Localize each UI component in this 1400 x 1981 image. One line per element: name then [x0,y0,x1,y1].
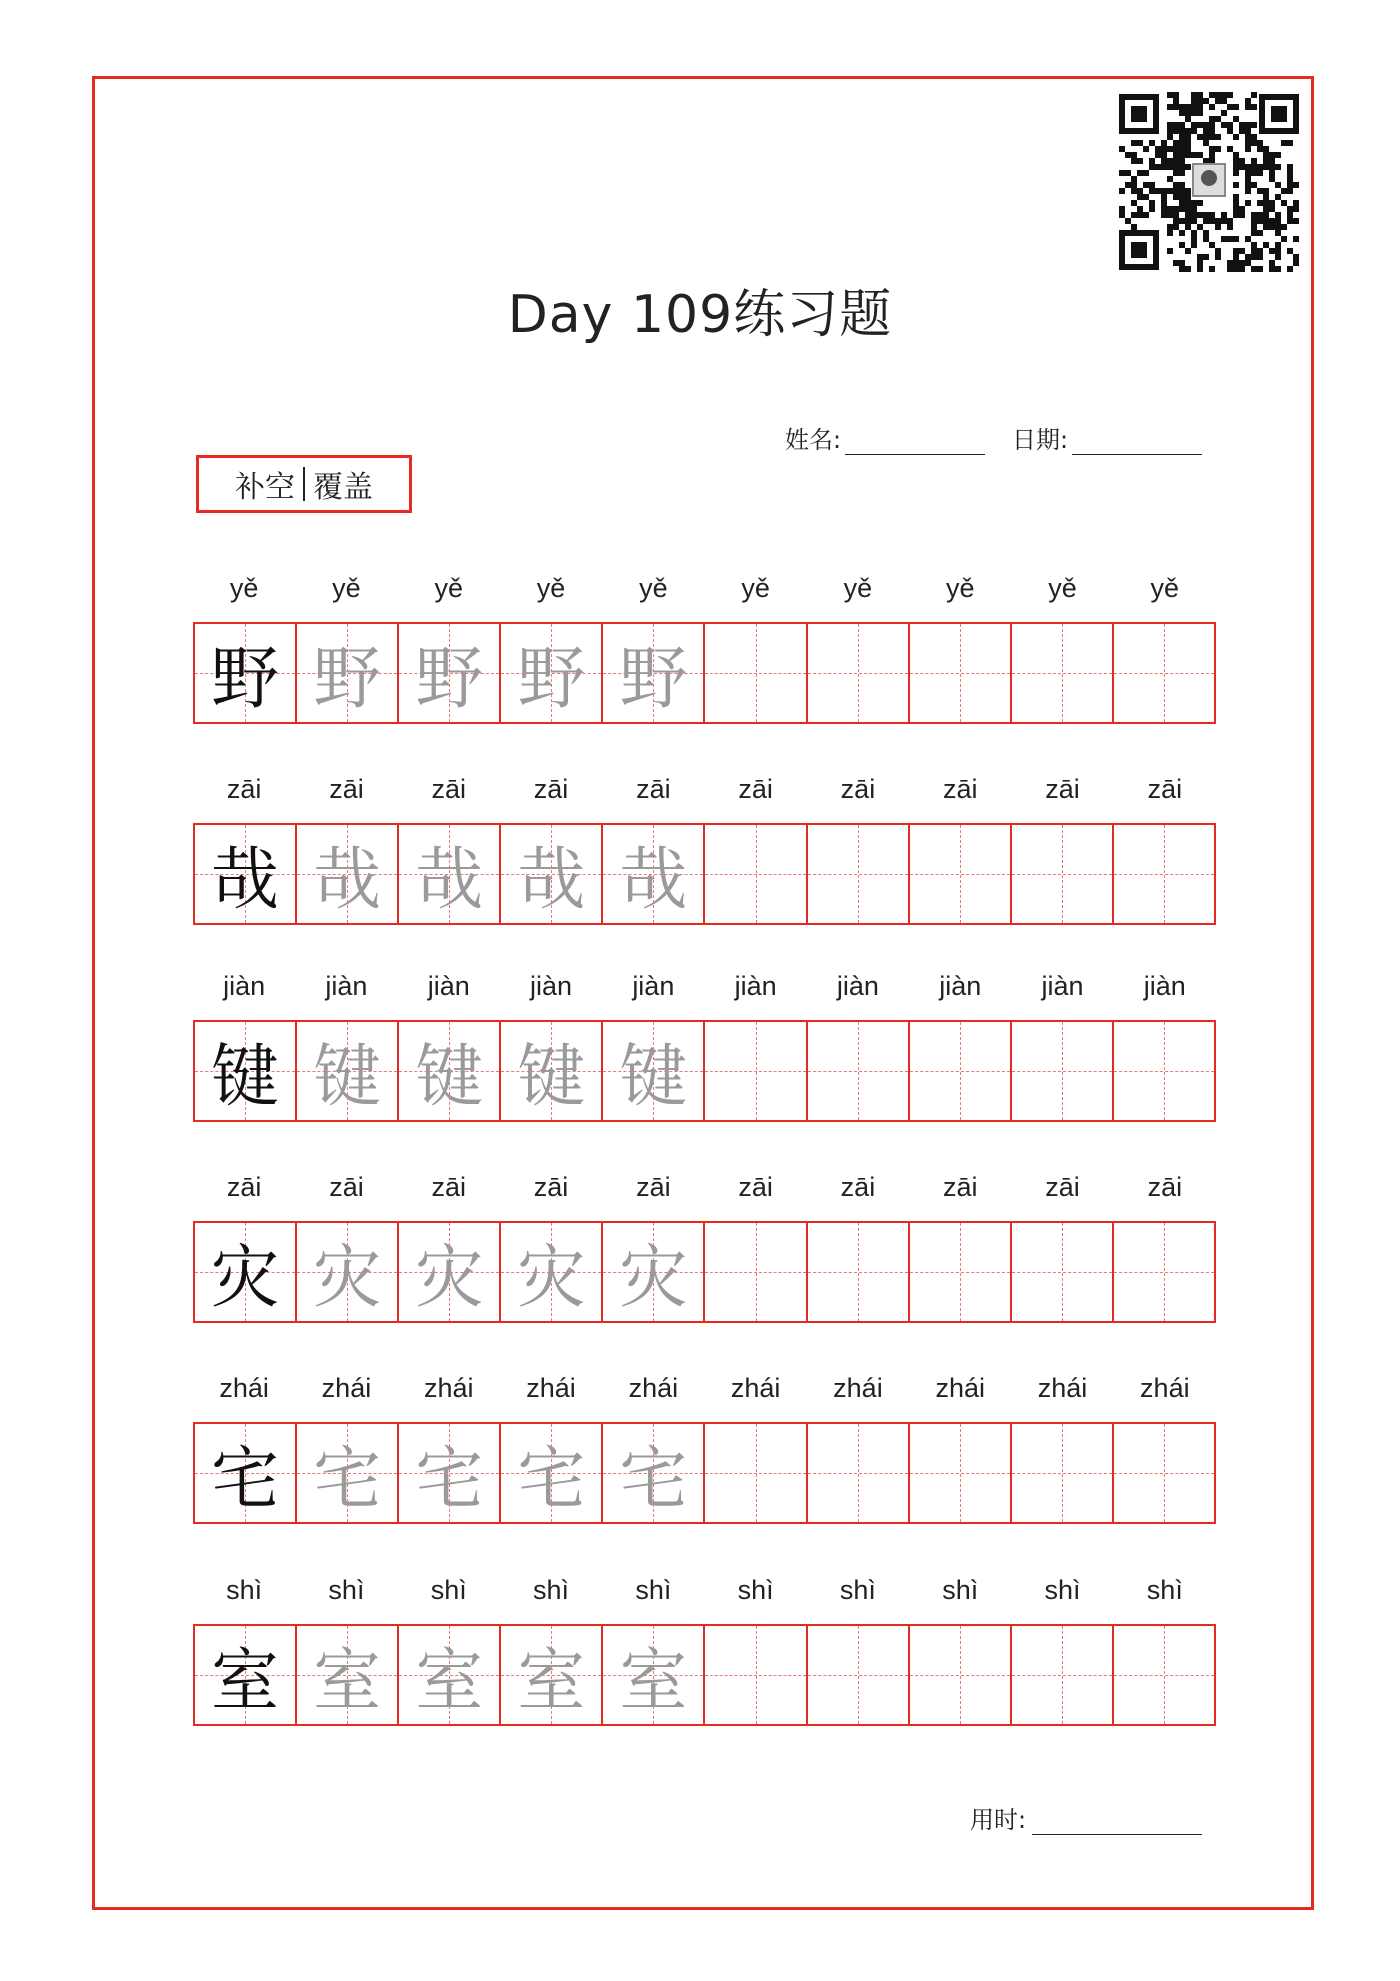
date-label: 日期: [1012,426,1069,454]
pinyin-label: yě [434,573,463,603]
pinyin-label: zāi [431,1172,466,1202]
trace-character: 哉 [415,840,484,920]
qr-code-icon [1117,92,1301,272]
tianzige-grid [193,1020,1216,1122]
tianzige-grid [193,1221,1216,1323]
grid-cell-empty[interactable] [1012,624,1114,722]
pinyin-label: shì [1044,1575,1081,1605]
grid-cell-empty[interactable] [910,1223,1012,1321]
pinyin-label: yě [945,573,975,603]
mode-label-box [196,455,412,513]
pinyin-label: jiàn [427,971,470,1001]
time-field[interactable] [970,1800,1202,1835]
grid-cell-empty[interactable] [705,624,807,722]
pinyin-label: zāi [431,774,466,804]
grid-cell-empty[interactable] [705,1223,807,1321]
pinyin-label: zāi [329,1172,364,1202]
pinyin-label: zāi [1147,774,1183,804]
trace-character: 灾 [619,1238,688,1318]
page-title: Day 109练习题 [507,285,893,345]
pinyin-label: yě [1150,573,1180,603]
grid-cell-empty[interactable] [1012,1022,1114,1120]
pinyin-label: zāi [636,1172,671,1202]
pinyin-label: jiàn [939,971,982,1001]
time-label: 用时: [970,1806,1027,1834]
grid-cell-filled [399,1424,501,1522]
grid-cell-filled [399,1223,501,1321]
pinyin-row [193,1373,1216,1407]
grid-cell-empty[interactable] [1114,1223,1214,1321]
pinyin-label: jiàn [836,971,879,1001]
mode-fill-label: 补空 [235,470,295,505]
grid-cell-filled [195,1424,297,1522]
pinyin-label: zhái [833,1373,883,1403]
grid-cell-filled [501,825,603,923]
trace-character: 键 [313,1037,382,1117]
pinyin-label: shì [737,1575,774,1605]
model-character: 哉 [211,840,280,920]
trace-character: 键 [517,1037,586,1117]
pinyin-label: zhái [935,1373,985,1403]
model-character: 宅 [211,1439,280,1519]
trace-character: 哉 [313,840,382,920]
grid-cell-empty[interactable] [808,1223,910,1321]
grid-cell-filled [195,624,297,722]
pinyin-label: yě [536,573,566,603]
pinyin-label: zhái [1037,1373,1088,1403]
model-character: 野 [211,639,280,719]
time-line [1032,1812,1202,1835]
trace-character: 室 [313,1641,382,1721]
pinyin-row [193,971,1216,1005]
pinyin-label: yě [229,573,259,603]
pinyin-label: jiàn [1041,971,1084,1001]
grid-cell-filled [603,1626,705,1724]
grid-cell-empty[interactable] [808,1022,910,1120]
grid-cell-filled [195,1626,297,1724]
grid-cell-empty[interactable] [1114,624,1214,722]
pinyin-label: zhái [1140,1373,1190,1403]
tianzige-grid [193,1422,1216,1524]
pinyin-label: zhái [423,1373,474,1403]
trace-character: 灾 [415,1238,484,1318]
pinyin-label: zāi [738,1172,773,1202]
pinyin-label: jiàn [530,971,573,1001]
pinyin-label: zāi [533,774,569,804]
grid-cell-filled [297,825,399,923]
pinyin-label: zhái [730,1373,781,1403]
model-character: 键 [211,1037,280,1117]
grid-cell-filled [297,1022,399,1120]
pinyin-label: zāi [1045,774,1080,804]
pinyin-label: jiàn [632,971,675,1001]
pinyin-label: jiàn [734,971,777,1001]
grid-cell-empty[interactable] [705,1626,807,1724]
pinyin-row [193,774,1216,808]
grid-cell-empty[interactable] [910,624,1012,722]
grid-cell-empty[interactable] [808,1424,910,1522]
grid-cell-filled [195,1223,297,1321]
pinyin-row [193,573,1216,607]
pinyin-label: shì [1146,1575,1183,1605]
grid-cell-empty[interactable] [1012,1223,1114,1321]
grid-cell-empty[interactable] [1012,825,1114,923]
trace-character: 野 [517,639,586,719]
pinyin-label: zāi [329,774,364,804]
date-line [1072,432,1202,455]
grid-cell-empty[interactable] [705,825,807,923]
trace-character: 灾 [517,1238,586,1318]
trace-character: 宅 [619,1439,688,1519]
pinyin-label: shì [533,1575,570,1605]
pinyin-label: zāi [1045,1172,1080,1202]
grid-cell-filled [297,1424,399,1522]
grid-cell-filled [297,1223,399,1321]
trace-character: 室 [415,1641,484,1721]
grid-cell-filled [399,1626,501,1724]
grid-cell-filled [603,1223,705,1321]
tianzige-grid [193,622,1216,724]
name-line [845,432,985,455]
pinyin-label: zāi [942,774,978,804]
trace-character: 灾 [313,1238,382,1318]
pinyin-label: yě [332,573,361,603]
pinyin-label: zāi [840,1172,876,1202]
pinyin-label: jiàn [325,971,368,1001]
grid-cell-filled [399,624,501,722]
model-character: 灾 [211,1238,280,1318]
pinyin-label: zāi [840,774,876,804]
grid-cell-filled [297,624,399,722]
grid-cell-empty[interactable] [910,825,1012,923]
pinyin-label: shì [328,1575,365,1605]
grid-cell-empty[interactable] [1012,1626,1114,1724]
pinyin-label: yě [639,573,668,603]
trace-character: 键 [619,1037,688,1117]
grid-cell-filled [603,825,705,923]
name-field[interactable] [785,420,985,455]
mode-cover-label: 覆盖 [313,470,373,505]
trace-character: 室 [517,1641,586,1721]
pinyin-label: zhái [628,1373,679,1403]
pinyin-label: zāi [636,774,671,804]
grid-cell-filled [501,1626,603,1724]
trace-character: 野 [313,639,382,719]
grid-cell-empty[interactable] [808,825,910,923]
trace-character: 哉 [517,840,586,920]
pinyin-label: zāi [942,1172,978,1202]
pinyin-label: zāi [226,1172,262,1202]
pinyin-label: shì [942,1575,979,1605]
trace-character: 野 [415,639,484,719]
pinyin-label: zhái [321,1373,372,1403]
name-label: 姓名: [785,426,842,454]
grid-cell-filled [195,1022,297,1120]
grid-cell-empty[interactable] [705,1424,807,1522]
grid-cell-filled [297,1626,399,1724]
grid-cell-filled [399,1022,501,1120]
trace-character: 宅 [313,1439,382,1519]
mode-separator [303,467,305,501]
date-field[interactable] [1012,420,1202,455]
grid-cell-empty[interactable] [910,1626,1012,1724]
trace-character: 宅 [415,1439,484,1519]
pinyin-row [193,1575,1216,1609]
grid-cell-filled [501,1424,603,1522]
pinyin-label: yě [1048,573,1077,603]
tianzige-grid [193,1624,1216,1726]
pinyin-label: shì [839,1575,876,1605]
trace-character: 室 [619,1641,688,1721]
trace-character: 宅 [517,1439,586,1519]
pinyin-label: zhái [526,1373,576,1403]
pinyin-label: shì [430,1575,467,1605]
trace-character: 键 [415,1037,484,1117]
grid-cell-filled [603,1424,705,1522]
pinyin-label: zhái [219,1373,269,1403]
grid-cell-filled [501,624,603,722]
pinyin-label: zāi [1147,1172,1183,1202]
pinyin-label: yě [741,573,770,603]
pinyin-label: jiàn [223,971,266,1001]
grid-cell-filled [603,1022,705,1120]
tianzige-grid [193,823,1216,925]
pinyin-label: zāi [533,1172,569,1202]
grid-cell-empty[interactable] [1114,825,1214,923]
pinyin-label: shì [635,1575,672,1605]
grid-cell-empty[interactable] [808,1626,910,1724]
grid-cell-empty[interactable] [910,1022,1012,1120]
pinyin-label: shì [226,1575,263,1605]
pinyin-row [193,1172,1216,1206]
pinyin-label: zāi [226,774,262,804]
grid-cell-empty[interactable] [1012,1424,1114,1522]
grid-cell-empty[interactable] [705,1022,807,1120]
grid-cell-filled [195,825,297,923]
pinyin-label: yě [843,573,873,603]
trace-character: 哉 [619,840,688,920]
trace-character: 野 [619,639,688,719]
grid-cell-empty[interactable] [808,624,910,722]
grid-cell-empty[interactable] [1114,1626,1214,1724]
model-character: 室 [211,1641,280,1721]
grid-cell-empty[interactable] [910,1424,1012,1522]
grid-cell-empty[interactable] [1114,1022,1214,1120]
grid-cell-filled [501,1022,603,1120]
grid-cell-filled [603,624,705,722]
grid-cell-filled [501,1223,603,1321]
pinyin-label: zāi [738,774,773,804]
grid-cell-empty[interactable] [1114,1424,1214,1522]
pinyin-label: jiàn [1143,971,1186,1001]
grid-cell-filled [399,825,501,923]
